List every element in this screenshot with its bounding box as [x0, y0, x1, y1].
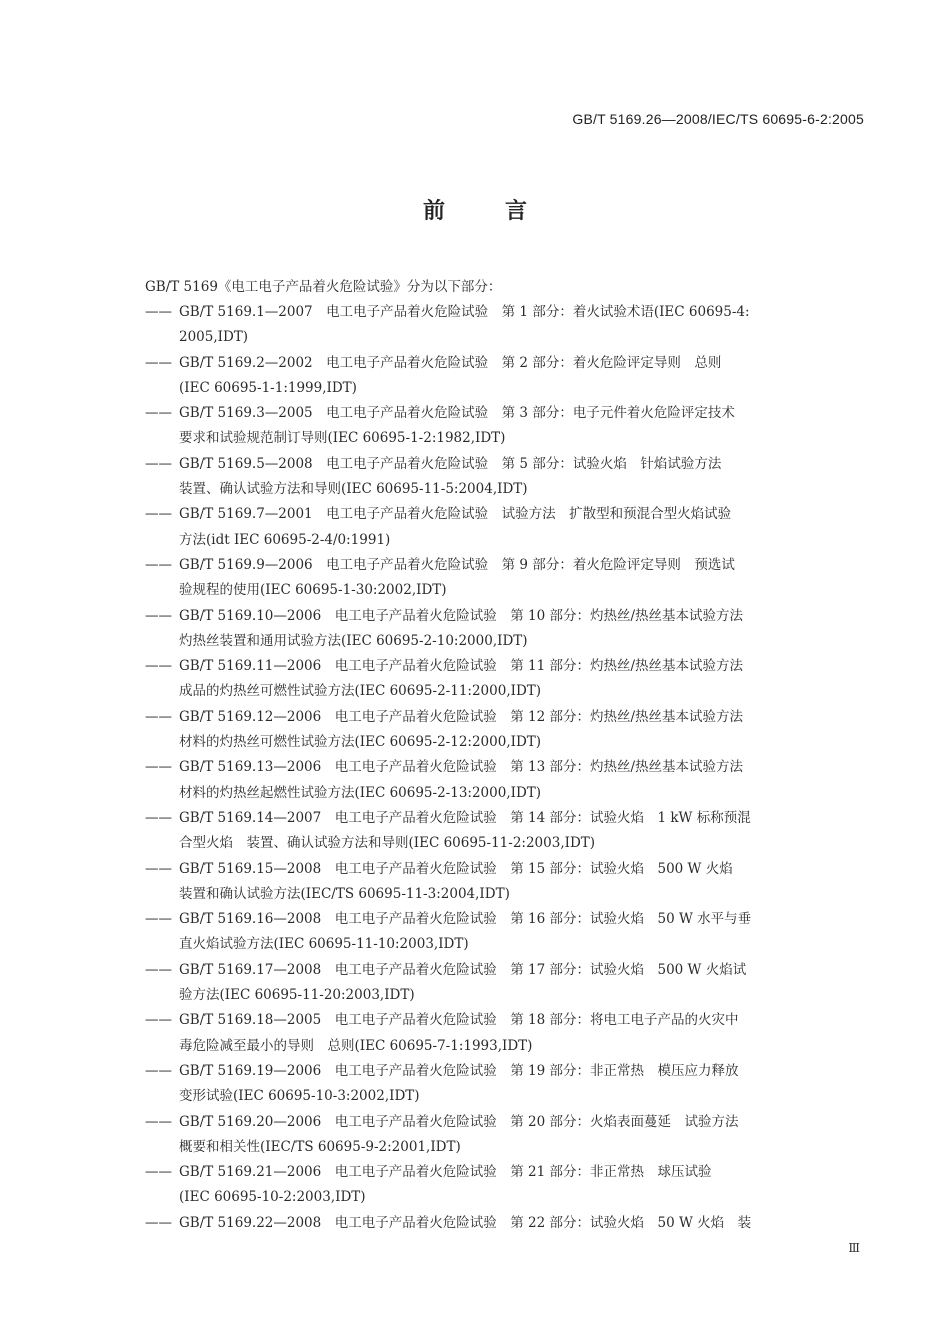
list-item-line: GB/T 5169.5—2008 电工电子产品着火危险试验 第 5 部分：试验火焰 针焰试验方法 [179, 455, 722, 472]
list-item [145, 806, 865, 857]
list-dash: —— [145, 1012, 172, 1029]
list-item-line: GB/T 5169.9—2006 电工电子产品着火危险试验 第 9 部分：着火危险评定导则 预选试 [179, 556, 735, 573]
list-item-line: GB/T 5169.19—2006 电工电子产品着火危险试验 第 19 部分：非正常热 模压应力释放 [179, 1062, 739, 1079]
list-item-line: 材料的灼热丝起燃性试验方法(IEC 60695-2-13:2000,IDT) [179, 784, 542, 801]
list-item-line: 验方法(IEC 60695-11-20:2003,IDT) [179, 987, 415, 1004]
list-item-line: 方法(idt IEC 60695-2-4/0:1991) [179, 531, 391, 548]
list-item [145, 705, 865, 756]
list-item-line: (IEC 60695-1-1:1999,IDT) [179, 379, 357, 396]
list-item [145, 401, 865, 452]
list-item-line: GB/T 5169.10—2006 电工电子产品着火危险试验 第 10 部分：灼热丝/热丝基本试验方法 [179, 607, 744, 624]
list-item-line: 灼热丝装置和通用试验方法(IEC 60695-2-10:2000,IDT) [179, 632, 528, 649]
list-item-line: GB/T 5169.14—2007 电工电子产品着火危险试验 第 14 部分：试验火焰 1 kW 标称预混 [179, 809, 751, 826]
list-dash: —— [145, 1164, 172, 1181]
list-dash: —— [145, 961, 172, 978]
page-number: Ⅲ [848, 1241, 860, 1255]
list-item-line: GB/T 5169.22—2008 电工电子产品着火危险试验 第 22 部分：试验火焰 50 W 火焰 装 [179, 1214, 752, 1231]
list-item-line: 毒危险减至最小的导则 总则(IEC 60695-7-1:1993,IDT) [179, 1037, 533, 1054]
list-item-line: 变形试验(IEC 60695-10-3:2002,IDT) [179, 1088, 420, 1105]
list-item-line: GB/T 5169.15—2008 电工电子产品着火危险试验 第 15 部分：试验火焰 500 W 火焰 [179, 860, 733, 877]
list-dash: —— [145, 911, 172, 928]
list-item-line: 验规程的使用(IEC 60695-1-30:2002,IDT) [179, 582, 447, 599]
list-item-line: GB/T 5169.20—2006 电工电子产品着火危险试验 第 20 部分：火焰表面蔓延 试验方法 [179, 1113, 739, 1130]
list-item-line: 装置和确认试验方法(IEC/TS 60695-11-3:2004,IDT) [179, 885, 510, 902]
list-item-line: GB/T 5169.13—2006 电工电子产品着火危险试验 第 13 部分：灼热丝/热丝基本试验方法 [179, 759, 744, 776]
list-dash: —— [145, 506, 172, 523]
list-item-line: GB/T 5169.1—2007 电工电子产品着火危险试验 第 1 部分：着火试验术语(IEC 60695-4: [179, 304, 750, 320]
list-dash: —— [145, 455, 172, 472]
list-item-line: GB/T 5169.2—2002 电工电子产品着火危险试验 第 2 部分：着火危险评定导则 总则 [179, 354, 722, 371]
page-title: 前言 [422, 199, 587, 224]
list-item [145, 1008, 865, 1059]
list-item-line: 直火焰试验方法(IEC 60695-11-10:2003,IDT) [179, 936, 469, 953]
list-item-line: 材料的灼热丝可燃性试验方法(IEC 60695-2-12:2000,IDT) [179, 734, 542, 751]
list-item-line: 2005,IDT) [179, 329, 249, 346]
list-item [145, 604, 865, 655]
list-dash: —— [145, 354, 172, 371]
list-item [145, 351, 865, 402]
list-item-line: GB/T 5169.16—2008 电工电子产品着火危险试验 第 16 部分：试验火焰 50 W 水平与垂 [179, 911, 752, 928]
list-item [145, 553, 865, 604]
list-item-line: GB/T 5169.21—2006 电工电子产品着火危险试验 第 21 部分：非正常热 球压试验 [179, 1164, 712, 1181]
list-item [145, 755, 865, 806]
list-item-line: (IEC 60695-10-2:2003,IDT) [179, 1189, 366, 1206]
list-item-line: 合型火焰 装置、确认试验方法和导则(IEC 60695-11-2:2003,IDT) [179, 835, 596, 852]
list-dash: —— [145, 304, 172, 320]
list-item [145, 907, 865, 958]
list-item [145, 1160, 865, 1211]
list-dash: —— [145, 1214, 172, 1231]
list-item [145, 1059, 865, 1110]
list-item [145, 1110, 865, 1161]
list-item [145, 300, 865, 351]
list-item-line: GB/T 5169.17—2008 电工电子产品着火危险试验 第 17 部分：试验火焰 500 W 火焰试 [179, 961, 747, 978]
list-item-line: GB/T 5169.11—2006 电工电子产品着火危险试验 第 11 部分：灼热丝/热丝基本试验方法 [179, 658, 744, 675]
list-dash: —— [145, 607, 172, 624]
list-item-line: GB/T 5169.12—2006 电工电子产品着火危险试验 第 12 部分：灼热丝/热丝基本试验方法 [179, 708, 744, 725]
list-item [145, 958, 865, 1009]
list-item-line: GB/T 5169.7—2001 电工电子产品着火危险试验 试验方法 扩散型和预混合型火焰试验 [179, 506, 732, 523]
list-item-line: GB/T 5169.18—2005 电工电子产品着火危险试验 第 18 部分：将电工电子产品的火灾中 [179, 1012, 739, 1029]
list-item-line: 装置、确认试验方法和导则(IEC 60695-11-5:2004,IDT) [179, 481, 528, 498]
list-item [145, 1211, 865, 1236]
list-item [145, 654, 865, 705]
list-item-line: GB/T 5169.3—2005 电工电子产品着火危险试验 第 3 部分：电子元件着火危险评定技术 [179, 405, 735, 422]
parts-list [145, 300, 865, 1236]
standard-code-header: GB/T 5169.26—2008/IEC/TS 60695-6-2:2005 [572, 111, 864, 127]
list-dash: —— [145, 708, 172, 725]
list-dash: —— [145, 1062, 172, 1079]
list-dash: —— [145, 658, 172, 675]
list-dash: —— [145, 860, 172, 877]
list-item [145, 452, 865, 503]
list-item-line: 概要和相关性(IEC/TS 60695-9-2:2001,IDT) [179, 1138, 461, 1155]
list-dash: —— [145, 556, 172, 573]
list-dash: —— [145, 809, 172, 826]
intro-paragraph: GB/T 5169《电工电子产品着火危险试验》分为以下部分： [145, 279, 502, 295]
list-item-line: 要求和试验规范制订导则(IEC 60695-1-2:1982,IDT) [179, 430, 506, 447]
list-dash: —— [145, 405, 172, 422]
list-item [145, 857, 865, 908]
list-item [145, 502, 865, 553]
list-dash: —— [145, 1113, 172, 1130]
list-item-line: 成品的灼热丝可燃性试验方法(IEC 60695-2-11:2000,IDT) [179, 683, 542, 700]
list-dash: —— [145, 759, 172, 776]
